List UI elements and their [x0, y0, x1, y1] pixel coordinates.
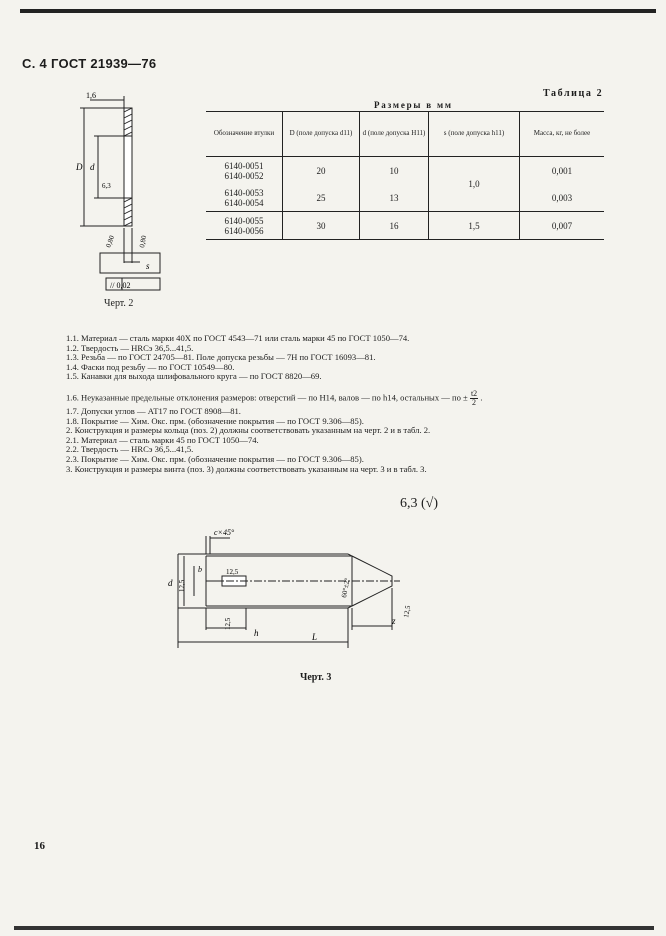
- fraction-denominator: 2: [472, 397, 477, 407]
- fig2-roughness-b: 0,80: [138, 234, 149, 249]
- designation: 6140-0051: [224, 160, 264, 171]
- table-title: Таблица 2: [543, 88, 604, 99]
- note-line: 3. Конструкция и размеры винта (поз. 3) должны соответствовать указанным на черт. 3 и в табл. 3.: [66, 463, 427, 474]
- note-line: 2. Конструкция и размеры кольца (поз. 2) должны соответствовать указанным на черт. 2 и в табл. 2.: [66, 425, 431, 436]
- col-header: D (поле допуска d11): [283, 112, 360, 157]
- table-caption: Размеры в мм: [374, 100, 453, 110]
- note-line: 2.3. Покрытие — Хим. Окс. прм. (обозначение покрытия — по ГОСТ 9.306—85).: [66, 453, 364, 464]
- fig3-dim-h: h: [254, 628, 259, 638]
- cell-d: 16: [360, 212, 429, 240]
- cell-mass: 0,001: [520, 157, 605, 185]
- fig2-dim-s: s: [146, 261, 150, 271]
- table-row: [206, 212, 604, 240]
- top-rule: [20, 9, 656, 13]
- note-line: 1.7. Допуски углов — АТ17 по ГОСТ 8908—81.: [66, 405, 241, 416]
- note-line: 1.5. Канавки для выхода шлифовального круга — по ГОСТ 8820—69.: [66, 371, 322, 382]
- table-row: [206, 157, 604, 185]
- bottom-rule: [14, 926, 654, 930]
- cell-s: 1,0: [429, 157, 520, 212]
- fig3-chamfer: c×45°: [214, 528, 235, 537]
- fig3-roughness-inner: 12,5: [226, 568, 239, 576]
- col-header: Масса, кг, не более: [520, 112, 605, 157]
- cell-d: 13: [360, 184, 429, 212]
- note-fraction: [470, 390, 478, 407]
- fig3-dim-z: z: [392, 616, 396, 626]
- dimensions-table: [206, 111, 604, 240]
- note-line: 1.3. Резьба — по ГОСТ 24705—81. Поле допуска резьбы — 7Н по ГОСТ 16093—81.: [66, 352, 376, 363]
- fig2-roughness-top: 1,6: [86, 91, 96, 100]
- designation: 6140-0053: [224, 187, 264, 198]
- note-line: 1.4. Фаски под резьбу — по ГОСТ 10549—80.: [66, 361, 235, 372]
- note-line: 2.2. Твердость — HRCэ 36,5...41,5.: [66, 444, 194, 455]
- page-header: С. 4 ГОСТ 21939—76: [22, 56, 157, 71]
- note-line: 1.8. Покрытие — Хим. Окс. прм. (обозначение покрытия — по ГОСТ 9.306—85).: [66, 415, 364, 426]
- designation: 6140-0056: [224, 225, 264, 236]
- note-line: 1.1. Материал — сталь марки 40Х по ГОСТ 4543—71 или сталь марки 45 по ГОСТ 1050—74.: [66, 333, 410, 343]
- col-header: d (поле допуска H11): [360, 112, 429, 157]
- fig2-dim-d: d: [90, 162, 95, 172]
- fig3-angle: 60°±2°: [340, 577, 352, 599]
- fig3-dim-L: L: [312, 632, 318, 642]
- cell-d: 10: [360, 157, 429, 185]
- cell-mass: 0,007: [520, 212, 605, 240]
- figure-2-caption: Черт. 2: [104, 298, 134, 309]
- designation: 6140-0055: [224, 215, 264, 226]
- requirements-notes: [66, 334, 482, 474]
- fig2-roughness-a: 0,80: [104, 234, 117, 249]
- fraction-numerator: t2: [470, 388, 478, 398]
- roughness-mark: 6,3 (√): [400, 496, 439, 511]
- cell-D: 30: [283, 212, 360, 240]
- col-header: s (поле допуска h11): [429, 112, 520, 157]
- note-line-with-fraction: 1.6. Неуказанные предельные отклонения размеров: отверстий — по H14, валов — по h14, остальных — по ± $\frac{t2}{2}$ .: [66, 388, 483, 407]
- designation: 6140-0052: [224, 170, 264, 181]
- cell-D: 20: [283, 157, 360, 185]
- col-header: Обозначение втулки: [206, 112, 283, 157]
- cell-s: 1,5: [429, 212, 520, 240]
- fig2-roughness-mid: 6,3: [102, 182, 111, 190]
- fig3-roughness-right: 12,5: [402, 604, 413, 619]
- fig3-roughness-left: 12,5: [178, 579, 186, 592]
- figure-3-drawing: [160, 526, 420, 658]
- note-line: 2.1. Материал — сталь марки 45 по ГОСТ 1050—74.: [66, 434, 259, 445]
- cell-D: 25: [283, 184, 360, 212]
- figure-2-drawing: [60, 88, 170, 298]
- fig2-dim-D: D: [76, 162, 83, 172]
- table-row: [206, 184, 604, 212]
- figure-3-caption: Черт. 3: [300, 672, 332, 683]
- note-line: 1.2. Твердость — HRCэ 36,5...41,5.: [66, 342, 194, 353]
- fig3-dim-b: b: [198, 565, 202, 574]
- cell-mass: 0,003: [520, 184, 605, 212]
- designation: 6140-0054: [224, 197, 264, 208]
- fig3-roughness-bottom: 12,5: [224, 617, 232, 630]
- note-line: 1.6. Неуказанные предельные отклонения размеров: отверстий — по H14, валов — по h14, остальных — по ±: [66, 392, 468, 403]
- page-number: 16: [34, 840, 45, 852]
- fig3-dim-d: d: [168, 578, 173, 588]
- fig2-tolerance: // 0,02: [110, 281, 131, 290]
